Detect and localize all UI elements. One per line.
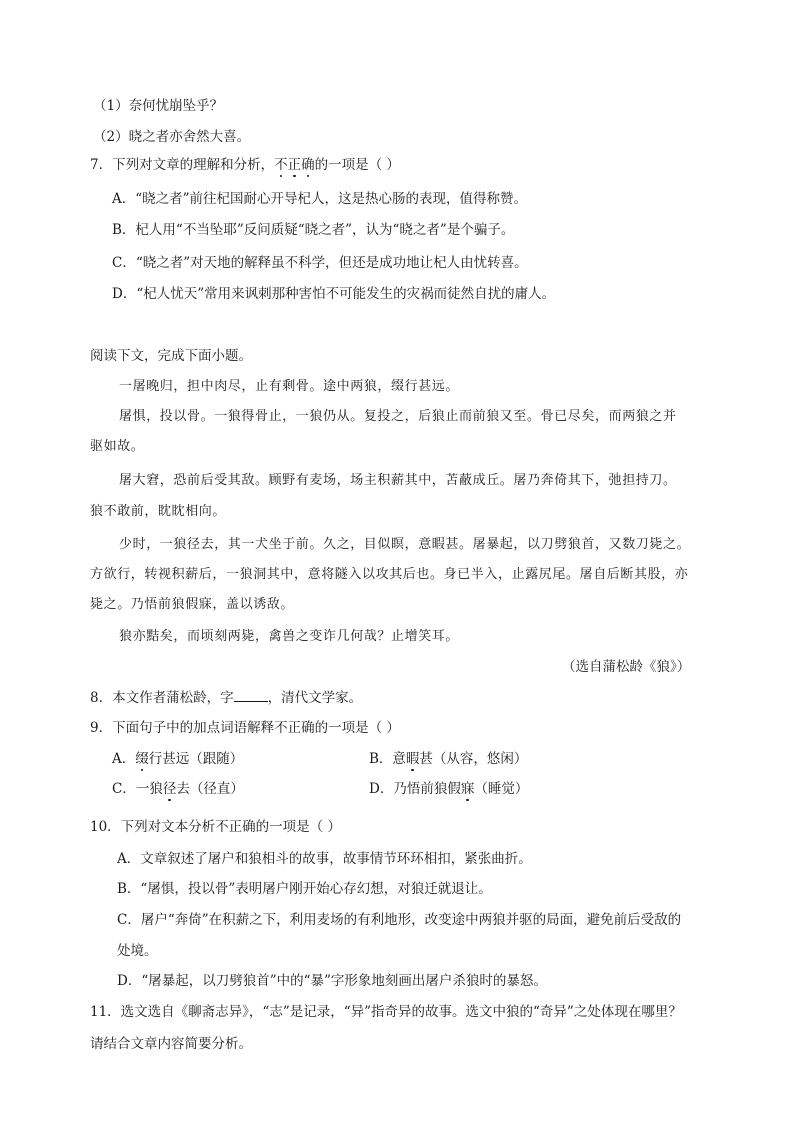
q9-option-a bbox=[112, 750, 243, 768]
passage-line: 狼亦黠矣，而顷刻两毙，禽兽之变诈几何哉？止增笑耳。 bbox=[119, 629, 460, 644]
passage-line: 一屠晚归，担中肉尽，止有剩骨。途中两狼，缀行甚远。 bbox=[119, 379, 460, 394]
q10-option-a: A．文章叙述了屠户和狼相斗的故事，故事情节环环相扣，紧张曲折。 bbox=[117, 851, 532, 867]
passage-line: 屠惧，投以骨。一狼得骨止，一狼仍从。复投之，后狼止而前狼又至。骨已尽矣，而两狼之并 bbox=[119, 409, 677, 424]
q9-option-b-emph: 暇 bbox=[405, 751, 420, 767]
q9-option-a-pre: A． bbox=[112, 751, 136, 767]
q7-option-a: A．“晓之者”前往杞国耐心开导杞人，这是热心肠的表现，值得称赞。 bbox=[112, 191, 528, 207]
passage-intro: 阅读下文，完成下面小题。 bbox=[90, 348, 252, 364]
passage-line: 驱如故。 bbox=[90, 439, 145, 454]
q7-emph-char: 确 bbox=[301, 157, 315, 173]
q9-option-b-pre: B．意 bbox=[369, 751, 406, 767]
passage-line: 少时，一狼径去，其一犬坐于前。久之，目似瞑，意暇甚。屠暴起，以刀劈狼首，又数刀毙之。 bbox=[119, 537, 691, 552]
q8-suffix: ，清代文学家。 bbox=[267, 690, 363, 706]
q9-option-d bbox=[369, 780, 528, 798]
q11-stem-cont: 请结合文章内容简要分析。 bbox=[90, 1036, 252, 1052]
q9-stem: 9．下面句子中的加点词语解释不正确的一项是（ ） bbox=[90, 720, 400, 736]
q9-option-c bbox=[112, 780, 244, 798]
q7-option-d: D．“杞人忧天”常用来讽刺那种害怕不可能发生的灾祸而徒然自扰的庸人。 bbox=[112, 286, 556, 302]
q7-stem-prefix: 7．下列对文章的理解和分析， bbox=[90, 157, 275, 173]
q6-item-2: （2）晓之者亦舍然大喜。 bbox=[93, 129, 251, 145]
passage-line: 屠大窘，恐前后受其敌。顾野有麦场，场主积薪其中，苫蔽成丘。屠乃奔倚其下，弛担持刀。 bbox=[119, 473, 677, 488]
q9-option-d-pre: D．乃悟前狼假 bbox=[369, 781, 461, 797]
passage-source: （选自蒲松龄《狼》） bbox=[562, 659, 691, 675]
q7-emph-char: 正 bbox=[287, 157, 302, 173]
q9-option-b-post: 甚（从容，悠闲） bbox=[419, 751, 528, 767]
q7-stem bbox=[90, 156, 400, 174]
q8-answer-blank bbox=[234, 689, 268, 702]
q9-option-c-emph: 径 bbox=[162, 781, 177, 797]
q10-option-c-cont: 处境。 bbox=[117, 943, 158, 959]
q9-option-c-pre: C．一狼 bbox=[112, 781, 163, 797]
q9-option-d-post: （睡觉） bbox=[474, 781, 529, 797]
q9-option-b bbox=[369, 750, 527, 768]
q8-stem bbox=[90, 689, 362, 707]
q6-item-1: （1）奈何忧崩坠乎？ bbox=[93, 98, 224, 114]
q7-option-b: B．杞人用“不当坠耶”反问质疑“晓之者”，认为“晓之者”是个骗子。 bbox=[112, 222, 515, 238]
q9-option-a-post: 行甚远（跟随） bbox=[148, 751, 244, 767]
q9-option-a-emph: 缀 bbox=[135, 751, 149, 767]
q9-option-d-emph: 寐 bbox=[460, 781, 475, 797]
q11-stem: 11．选文选自《聊斋志异》，“志”是记录，“异”指奇异的故事。选文中狼的“奇异”之处体现在哪里？ bbox=[90, 1004, 682, 1020]
q10-stem: 10．下列对文本分析不正确的一项是（ ） bbox=[90, 819, 341, 835]
passage-line: 狼不敢前，眈眈相向。 bbox=[90, 504, 227, 519]
q10-option-d: D．“屠暴起，以刀劈狼首”中的“暴”字形象地刻画出屠户杀狼时的暴怒。 bbox=[117, 973, 547, 989]
q9-option-c-post: 去（径直） bbox=[176, 781, 244, 797]
q7-emph-char: 不 bbox=[274, 157, 288, 173]
q10-option-b: B．“屠惧，投以骨”表明屠户刚开始心存幻想，对狼迁就退让。 bbox=[117, 881, 492, 897]
q7-stem-suffix: 的一项是（ ） bbox=[314, 157, 400, 173]
passage-line: 毙之。乃悟前狼假寐，盖以诱敌。 bbox=[90, 597, 295, 612]
q8-prefix: 8．本文作者蒲松龄，字 bbox=[90, 690, 234, 706]
q7-option-c: C．“晓之者”对天地的解释虽不科学，但还是成功地让杞人由忧转喜。 bbox=[112, 255, 528, 271]
passage-line: 方欲行，转视积薪后，一狼洞其中，意将隧入以攻其后也。身已半入，止露尻尾。屠自后断其股，亦 bbox=[90, 567, 689, 582]
q10-option-c: C．屠户“奔倚”在积薪之下，利用麦场的有利地形，改变途中两狼并驱的局面，避免前后受敌的 bbox=[117, 912, 682, 928]
